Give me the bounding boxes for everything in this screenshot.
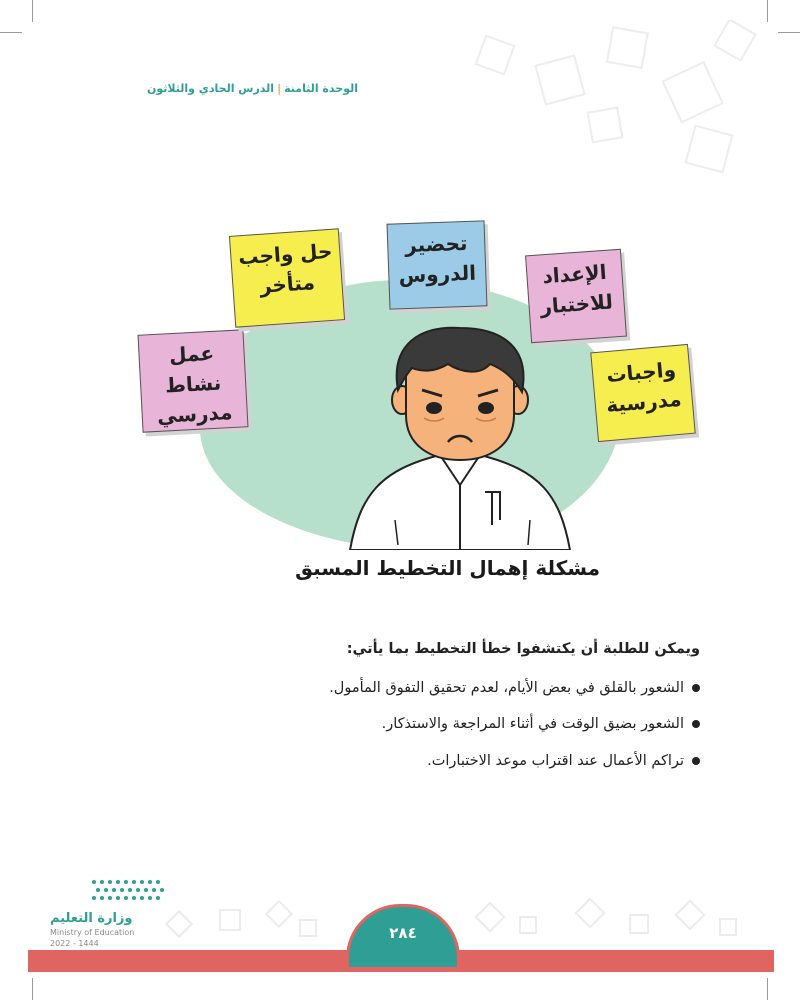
note-line: تحضير [404, 230, 468, 258]
header-separator: | [277, 82, 282, 95]
crop-mark [32, 0, 33, 22]
unit-title: الوحدة الثامنة [284, 82, 358, 95]
note-line: للاختبار [539, 289, 614, 319]
note-line: مدرسي [156, 399, 233, 428]
bullet-icon [692, 720, 700, 728]
bullet-text: الشعور بالقلق في بعض الأيام، لعدم تحقيق التفوق المأمول. [329, 680, 684, 696]
illustration-caption: مشكلة إهمال التخطيط المسبق [295, 556, 600, 580]
crop-mark [767, 978, 768, 1000]
page-number: ٢٨٤ [389, 924, 417, 942]
decorative-squares [450, 20, 780, 190]
lesson-header [138, 82, 358, 95]
sticky-note-school-homework [590, 344, 695, 442]
ministry-name-arabic: وزارة التعليم [50, 911, 133, 926]
sticky-note-school-activity [138, 329, 249, 432]
ministry-name-english: Ministry of Education [50, 928, 135, 937]
bullet-text: الشعور بضيق الوقت في أثناء المراجعة والاستذكار. [381, 716, 684, 732]
note-line: مدرسية [605, 386, 683, 418]
crop-mark [32, 978, 33, 1000]
decorative-squares [160, 895, 770, 950]
bullet-icon [692, 684, 700, 692]
edition-year: 2022 - 1444 [50, 939, 99, 948]
bullet-item [100, 680, 700, 696]
lesson-title: الدرس الحادي والثلاثون [146, 82, 275, 95]
note-line: عمل نشاط [164, 340, 222, 398]
crop-mark [778, 32, 800, 33]
sticky-note-lesson-prep [387, 220, 488, 309]
bullet-icon [692, 757, 700, 765]
crop-mark [767, 0, 768, 22]
note-line: واجبات [605, 357, 677, 388]
bullet-item [100, 753, 700, 769]
note-line: حل واجب [237, 238, 334, 270]
intro-paragraph: ويمكن للطلبة أن يكتشفوا خطأ التخطيط بما يأتي: [346, 641, 700, 657]
note-line: متأخر [259, 270, 316, 298]
crop-mark [0, 32, 22, 33]
bullet-item [100, 716, 700, 732]
worried-student-drawing [340, 320, 580, 550]
ministry-logo-icon [88, 876, 168, 906]
sticky-note-late-homework [229, 228, 345, 327]
note-line: الإعداد [541, 259, 608, 289]
bullet-text: تراكم الأعمال عند اقتراب موعد الاختبارات. [427, 753, 684, 769]
note-line: الدروس [398, 260, 477, 288]
